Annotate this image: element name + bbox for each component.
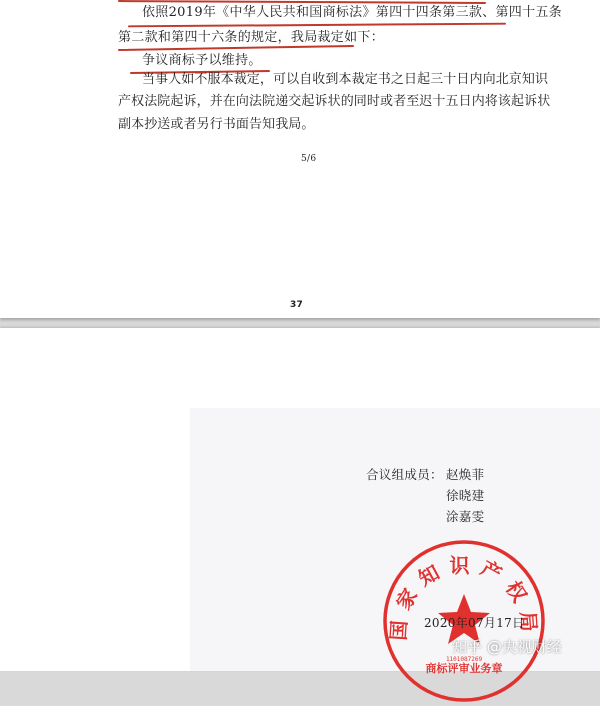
watermark-text: 知乎 @央视财经: [452, 638, 562, 656]
watermark: [452, 636, 562, 657]
paragraph-line-1: 当事人如不服本裁定，可以自收到本裁定书之日起三十日内向北京知识: [142, 72, 549, 87]
text-line-1: 依照2019年《中华人民共和国商标法》第四十四条第三款、第四十五条: [142, 5, 562, 20]
seal-ring-text: 国家知识产权局: [386, 553, 542, 642]
panel-member-3: 涂嘉雯: [446, 509, 485, 524]
seal-serial: 1101087269: [445, 656, 483, 663]
ruling-date: 2020年07月17日: [424, 616, 525, 630]
red-underline-2: [128, 23, 506, 28]
seal-bottom-text: 商标评审业务章: [425, 662, 503, 675]
text-line-2: 第二款和第四十六条的规定，我局裁定如下：: [118, 30, 385, 45]
page-number: 37: [290, 300, 304, 310]
panel-member-2: 徐晓建: [446, 488, 485, 503]
document-page-bottom: [0, 328, 600, 675]
page-fraction: 5/6: [301, 154, 317, 164]
paragraph-line-3: 副本抄送或者另行书面告知我局。: [118, 117, 315, 132]
panel-member-1: 赵焕菲: [446, 467, 485, 482]
paragraph-line-2: 产权法院起诉，并在向法院递交起诉状的同时或者至迟十五日内将该起诉状: [118, 94, 551, 109]
ruling-text: 争议商标予以维持。: [142, 53, 262, 68]
document-page-top: [0, 0, 600, 318]
panel-label: 合议组成员：: [366, 467, 443, 482]
